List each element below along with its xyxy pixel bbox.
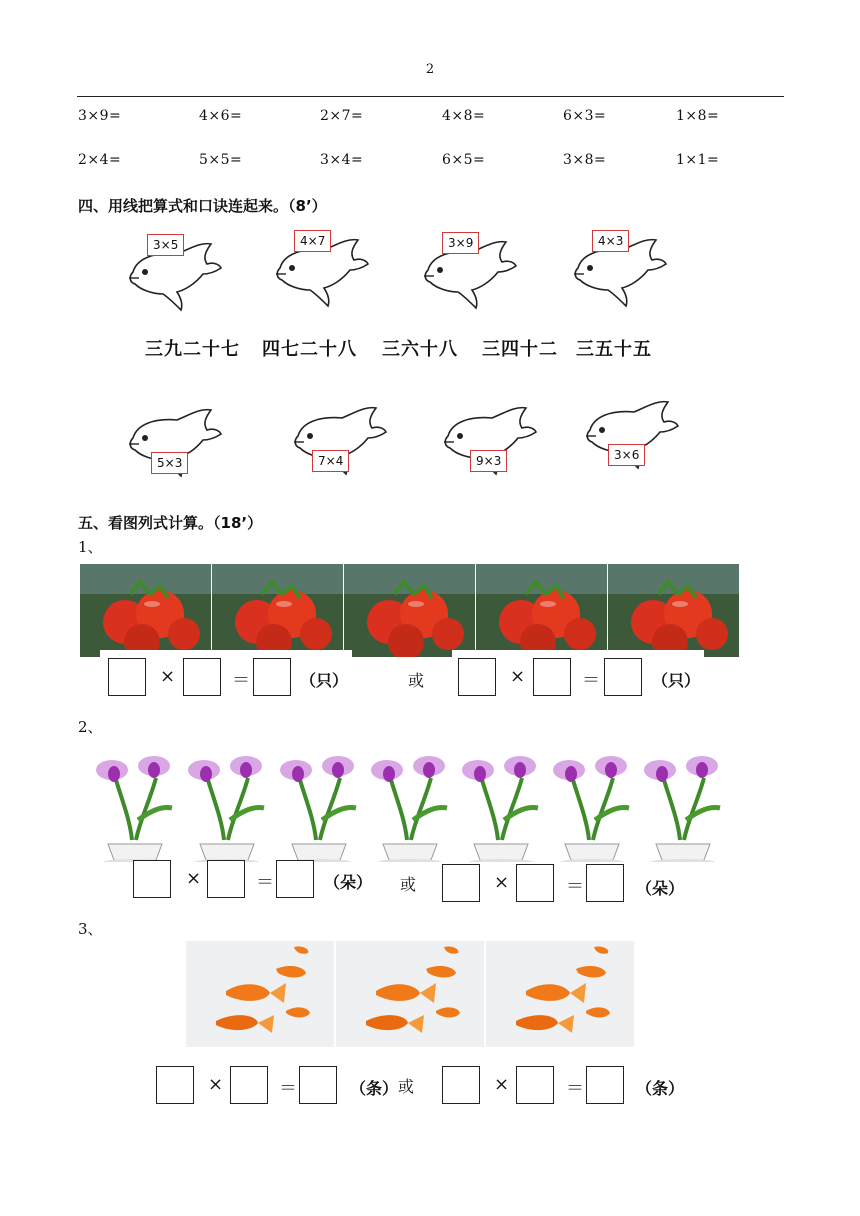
- times-sign: ×: [160, 666, 176, 687]
- multiplication-label: 9×3: [470, 450, 507, 472]
- tomato-icon: [80, 564, 740, 657]
- dolphin-card-2: [272, 224, 372, 314]
- problem-2-label: 2、: [78, 718, 103, 736]
- times-sign: ×: [494, 1074, 510, 1095]
- answer-box[interactable]: [604, 658, 642, 696]
- answer-box[interactable]: [442, 864, 480, 902]
- equation: 4×6=: [199, 108, 243, 124]
- dolphin-card-1: [125, 228, 225, 318]
- dolphin-card-6: [290, 392, 390, 482]
- multiplication-label: 3×9: [442, 232, 479, 254]
- section-5-heading: 五、看图列式计算。（18’）: [78, 514, 263, 532]
- answer-box[interactable]: [516, 1066, 554, 1104]
- answer-box[interactable]: [108, 658, 146, 696]
- answer-box[interactable]: [207, 860, 245, 898]
- dolphin-card-7: [440, 392, 540, 482]
- equation: 1×1=: [676, 152, 720, 168]
- times-sign: ×: [208, 1074, 224, 1095]
- section-4-heading: 四、用线把算式和口诀连起来。（8’）: [78, 197, 327, 215]
- equation: 2×7=: [320, 108, 364, 124]
- flower-image-strip: [92, 742, 742, 862]
- equation: 2×4=: [78, 152, 122, 168]
- answer-box[interactable]: [586, 1066, 624, 1104]
- equation: 6×5=: [442, 152, 486, 168]
- answer-box[interactable]: [183, 658, 221, 696]
- equation: 3×9=: [78, 108, 122, 124]
- multiplication-label: 7×4: [312, 450, 349, 472]
- answer-box[interactable]: [533, 658, 571, 696]
- multiplication-label: 3×6: [608, 444, 645, 466]
- rhyme-phrase: 三五十五: [576, 339, 652, 360]
- equation: 1×8=: [676, 108, 720, 124]
- page-number: 2: [425, 62, 435, 77]
- multiplication-label: 5×3: [151, 452, 188, 474]
- unit-label: （条）: [350, 1079, 399, 1098]
- dolphin-card-4: [570, 224, 670, 314]
- flower-icon: [92, 742, 742, 862]
- answer-box[interactable]: [442, 1066, 480, 1104]
- rhyme-phrase: 三九二十七: [145, 339, 240, 360]
- unit-label: （只）: [652, 671, 701, 690]
- problem-1-label: 1、: [78, 538, 103, 556]
- equation: 3×8=: [563, 152, 607, 168]
- answer-box[interactable]: [230, 1066, 268, 1104]
- unit-label: （只）: [300, 671, 349, 690]
- or-label: 或: [408, 671, 425, 690]
- answer-box[interactable]: [253, 658, 291, 696]
- multiplication-label: 4×3: [592, 230, 629, 252]
- problem-3-label: 3、: [78, 920, 103, 938]
- dolphin-card-8: [582, 386, 682, 476]
- times-sign: ×: [494, 872, 510, 893]
- equals-sign: ＝: [232, 670, 250, 691]
- rhyme-phrase: 四七二十八: [262, 339, 357, 360]
- answer-box[interactable]: [133, 860, 171, 898]
- equals-sign: ＝: [279, 1078, 297, 1099]
- answer-box[interactable]: [276, 860, 314, 898]
- header-rule: [77, 96, 784, 97]
- unit-label: （条）: [636, 1079, 685, 1098]
- dolphin-card-3: [420, 226, 520, 316]
- goldfish-icon: [186, 941, 634, 1047]
- equation: 5×5=: [199, 152, 243, 168]
- dolphin-card-5: [125, 394, 225, 484]
- equation: 3×4=: [320, 152, 364, 168]
- rhyme-phrase: 三四十二: [482, 339, 558, 360]
- equals-sign: ＝: [582, 670, 600, 691]
- equals-sign: ＝: [566, 1078, 584, 1099]
- answer-box[interactable]: [299, 1066, 337, 1104]
- times-sign: ×: [510, 666, 526, 687]
- equation: 6×3=: [563, 108, 607, 124]
- tomato-image-strip: [80, 564, 740, 657]
- equation: 4×8=: [442, 108, 486, 124]
- equals-sign: ＝: [256, 872, 274, 893]
- rhyme-phrase: 三六十八: [382, 339, 458, 360]
- answer-box[interactable]: [516, 864, 554, 902]
- equals-sign: ＝: [566, 876, 584, 897]
- answer-box[interactable]: [586, 864, 624, 902]
- goldfish-image-strip: [186, 941, 634, 1047]
- multiplication-label: 3×5: [147, 234, 184, 256]
- unit-label: （朵）: [636, 879, 685, 898]
- times-sign: ×: [186, 868, 202, 889]
- answer-box[interactable]: [156, 1066, 194, 1104]
- unit-label: （朵）: [324, 873, 373, 892]
- multiplication-label: 4×7: [294, 230, 331, 252]
- or-label: 或: [400, 875, 417, 894]
- answer-box[interactable]: [458, 658, 496, 696]
- or-label: 或: [398, 1077, 415, 1096]
